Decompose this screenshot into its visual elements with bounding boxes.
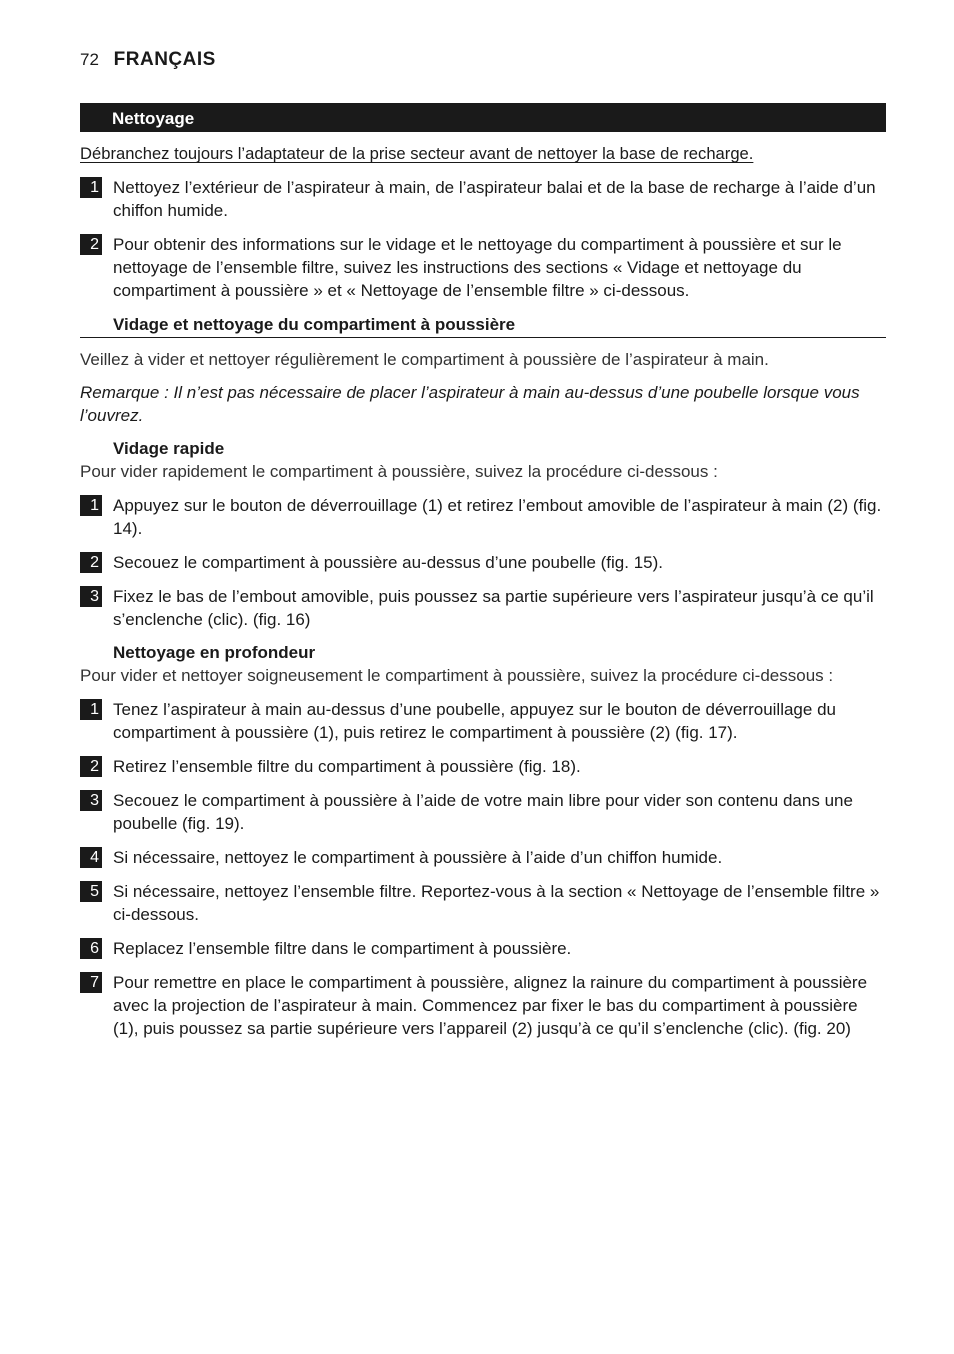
deep-clean-intro: Pour vider et nettoyer soigneusement le compartiment à poussière, suivez la procédure ci-dessous : xyxy=(80,666,834,685)
page-number: 72 xyxy=(80,50,99,69)
subsection-intro: Veillez à vider et nettoyer régulièrement le compartiment à poussière de l’aspirateur à main. xyxy=(80,350,769,369)
step-number: 4 xyxy=(80,847,102,868)
step-text: Tenez l’aspirateur à main au-dessus d’une poubelle, appuyez sur le bouton de déverrouillage du compartiment à poussière (1), puis retirez le compartiment à poussière (2) (fig. 17). xyxy=(113,700,836,742)
list-item xyxy=(80,880,886,926)
step-text: Appuyez sur le bouton de déverrouillage (1) et retirez l’embout amovible de l’aspirateur à main (2) (fig. 14). xyxy=(113,496,882,538)
step-text: Si nécessaire, nettoyez le compartiment à poussière à l’aide d’un chiffon humide. xyxy=(113,848,723,867)
list-item xyxy=(80,755,886,778)
step-number: 1 xyxy=(80,495,102,516)
list-item xyxy=(80,585,886,631)
step-text: Fixez le bas de l’embout amovible, puis poussez sa partie supérieure vers l’aspirateur jusqu’à ce qu’il s’enclenche (clic). (fig. 16) xyxy=(113,587,874,629)
note-text: Remarque : Il n’est pas nécessaire de placer l’aspirateur à main au-dessus d’une poubelle lorsque vous l’ouvrez. xyxy=(80,383,860,425)
page-header xyxy=(80,46,216,74)
step-number: 2 xyxy=(80,552,102,573)
step-text: Nettoyez l’extérieur de l’aspirateur à main, de l’aspirateur balai et de la base de recharge à l’aide d’un chiffon humide. xyxy=(113,178,876,220)
step-text: Pour remettre en place le compartiment à poussière, alignez la rainure du compartiment à poussière avec la projection de l’aspirateur à main. Commencez par fixer le bas du compartiment à poussière (1), puis poussez sa partie supérieure vers l’appareil (2) jusqu’à ce qu’il s’enclenche (clic). (fig. 20) xyxy=(113,973,868,1038)
list-item xyxy=(80,233,886,302)
language-title: FRANÇAIS xyxy=(113,49,216,70)
list-item xyxy=(80,937,886,960)
step-text: Secouez le compartiment à poussière à l’aide de votre main libre pour vider son contenu dans une poubelle (fig. 19). xyxy=(113,791,853,833)
step-number: 5 xyxy=(80,881,102,902)
subsection-title: Vidage et nettoyage du compartiment à poussière xyxy=(80,313,886,338)
step-text: Retirez l’ensemble filtre du compartiment à poussière (fig. 18). xyxy=(113,757,581,776)
list-item xyxy=(80,494,886,540)
step-number: 1 xyxy=(80,699,102,720)
step-text: Si nécessaire, nettoyez l’ensemble filtre. Reportez-vous à la section « Nettoyage de l’ensemble filtre » ci-dessous. xyxy=(113,882,880,924)
list-item xyxy=(80,971,886,1040)
step-number: 6 xyxy=(80,938,102,959)
quick-empty-title: Vidage rapide xyxy=(113,439,225,458)
step-number: 2 xyxy=(80,756,102,777)
step-number: 3 xyxy=(80,790,102,811)
list-item xyxy=(80,846,886,869)
step-text: Pour obtenir des informations sur le vidage et le nettoyage du compartiment à poussière et sur le nettoyage de l’ensemble filtre, suivez les instructions des sections « Vidage et nettoyage du compartiment à poussière » et « Nettoyage de l’ensemble filtre » ci-dessous. xyxy=(113,235,842,300)
quick-empty-intro: Pour vider rapidement le compartiment à poussière, suivez la procédure ci-dessous : xyxy=(80,462,718,481)
step-text: Secouez le compartiment à poussière au-dessus d’une poubelle (fig. 15). xyxy=(113,553,663,572)
step-text: Replacez l’ensemble filtre dans le compartiment à poussière. xyxy=(113,939,572,958)
step-number: 2 xyxy=(80,234,102,255)
deep-clean-title: Nettoyage en profondeur xyxy=(113,643,316,662)
warning-text: Débranchez toujours l’adaptateur de la prise secteur avant de nettoyer la base de recharge. xyxy=(80,144,754,163)
step-number: 3 xyxy=(80,586,102,607)
list-item xyxy=(80,789,886,835)
step-number: 7 xyxy=(80,972,102,993)
list-item xyxy=(80,698,886,744)
page-content xyxy=(80,103,886,1040)
list-item xyxy=(80,176,886,222)
section-title-bar: Nettoyage xyxy=(80,103,886,132)
step-number: 1 xyxy=(80,177,102,198)
list-item xyxy=(80,551,886,574)
